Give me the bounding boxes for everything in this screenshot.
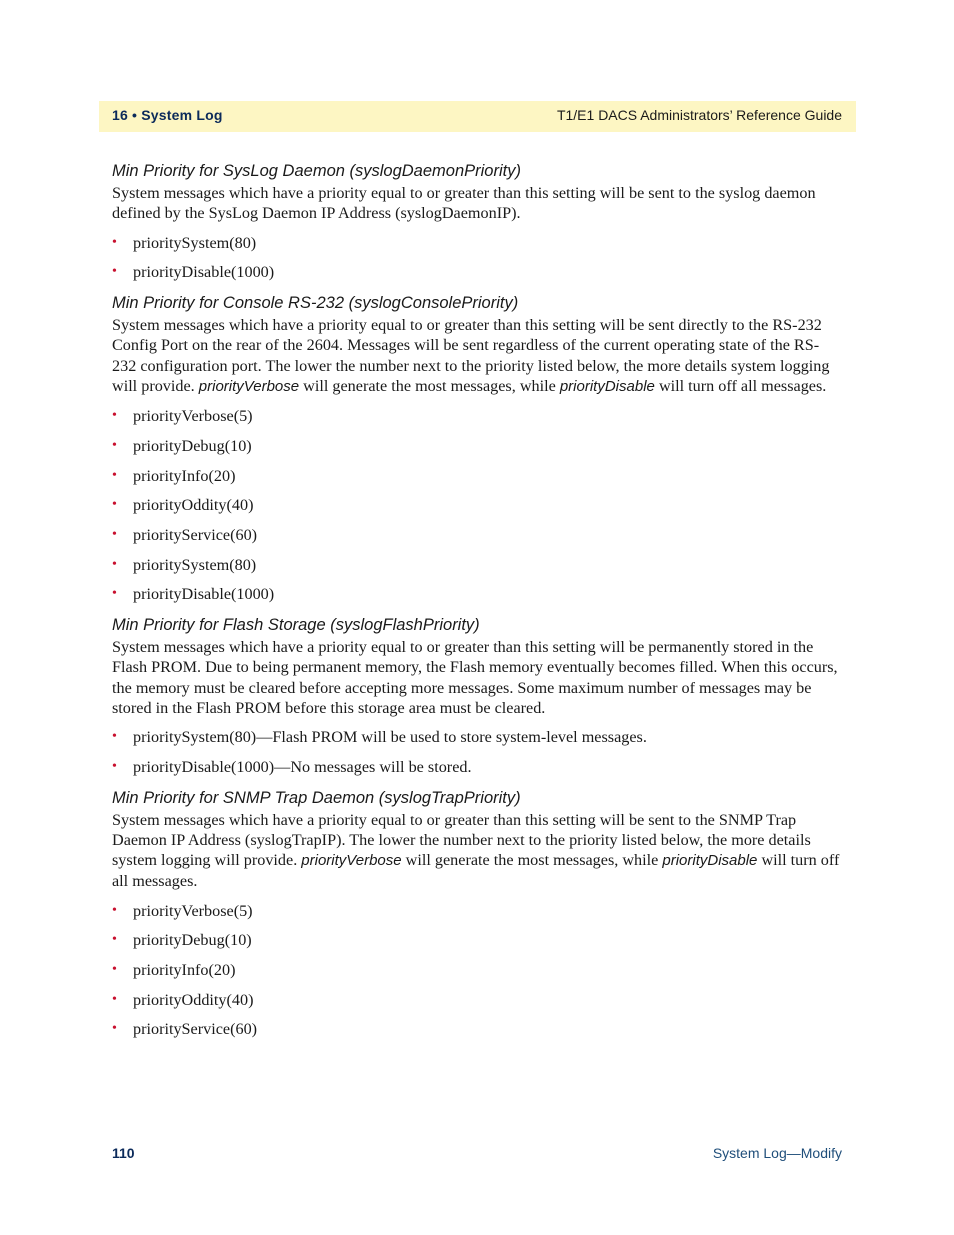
section-heading: Min Priority for SysLog Daemon (syslogDaemonPriority) xyxy=(112,162,521,180)
list-item: • priorityVerbose(5) xyxy=(112,407,253,426)
section-body: System messages which have a priority equal to or greater than this setting will be permanently stored in the Flash PROM. Due to being permanent memory, the Flash memory eventually becomes filled. When this occurs, the memory must be cleared before accepting more messages. Some maximum number of messages may be stored in the Flash PROM before this storage area must be cleared. xyxy=(112,637,838,717)
list-item: • priorityInfo(20) xyxy=(112,961,236,980)
bullet-icon: • xyxy=(112,556,117,572)
section-body: System messages which have a priority equal to or greater than this setting will be sent directly to the RS-232 Config Port on the rear of the 2604. Messages will be sent regardless of the current operating state of the RS-232 configuration port. The lower the number next to the priority listed below, the more details system logging will provide. priorityVerbose will generate the most messages, while priorityDisable will turn off all messages. xyxy=(112,315,830,395)
priority-disable-term: priorityDisable xyxy=(662,852,758,870)
bullet-icon: • xyxy=(112,586,117,602)
bullet-icon: • xyxy=(112,467,117,483)
list-item: • priorityDebug(10) xyxy=(112,436,252,455)
chapter-title: 16 • System Log xyxy=(112,107,223,123)
priority-verbose-term: priorityVerbose xyxy=(198,377,300,395)
bullet-icon: • xyxy=(112,264,117,280)
bullet-icon: • xyxy=(112,962,117,978)
main-content xyxy=(112,160,840,1049)
section-heading: Min Priority for Console RS-232 (syslogConsolePriority) xyxy=(112,293,519,312)
bullet-icon: • xyxy=(112,991,117,1007)
list-item: • priorityDisable(1000) xyxy=(112,263,275,282)
section-console xyxy=(112,292,840,604)
list-item: • priorityDisable(1000)—No messages will be stored. xyxy=(112,757,472,776)
section-snmp-trap xyxy=(112,787,840,1040)
list-item: • prioritySystem(80)—Flash PROM will be used to store system-level messages. xyxy=(112,728,647,747)
page-number: 110 xyxy=(112,1145,135,1161)
section-body: System messages which have a priority equal to or greater than this setting will be sent to the SNMP Trap Daemon IP Address (syslogTrapIP). The lower the number next to the priority listed below, the more details system logging will provide. priorityVerbose will generate the most messages, while priorityDisable will turn off all messages. xyxy=(112,810,840,891)
priority-list xyxy=(112,233,840,283)
bullet-icon: • xyxy=(112,932,117,948)
list-item: • priorityVerbose(5) xyxy=(112,901,253,920)
priority-list xyxy=(112,406,840,604)
list-item: • priorityService(60) xyxy=(112,1020,258,1039)
list-item: • prioritySystem(80) xyxy=(112,233,257,252)
list-item: • priorityDebug(10) xyxy=(112,931,252,950)
bullet-icon: • xyxy=(112,234,117,250)
priority-list xyxy=(112,727,840,777)
bullet-icon: • xyxy=(112,497,117,513)
bullet-icon: • xyxy=(112,1021,117,1037)
list-item: • priorityService(60) xyxy=(112,525,258,544)
section-syslog-daemon xyxy=(112,160,840,282)
bullet-icon: • xyxy=(112,437,117,453)
bullet-icon: • xyxy=(112,758,117,774)
footer-section-title: System Log—Modify xyxy=(712,1145,842,1161)
bullet-icon: • xyxy=(112,729,117,745)
priority-disable-term: priorityDisable xyxy=(559,377,655,395)
bullet-icon: • xyxy=(112,902,117,918)
list-item: • priorityInfo(20) xyxy=(112,466,236,485)
bullet-icon: • xyxy=(112,526,117,542)
priority-list xyxy=(112,901,840,1040)
section-heading: Min Priority for SNMP Trap Daemon (syslogTrapPriority) xyxy=(112,788,521,807)
bullet-icon: • xyxy=(112,408,117,424)
section-heading: Min Priority for Flash Storage (syslogFlashPriority) xyxy=(112,615,480,634)
list-item: • priorityDisable(1000) xyxy=(112,585,275,604)
section-body: System messages which have a priority equal to or greater than this setting will be sent to the syslog daemon defined by the SysLog Daemon IP Address (syslogDaemonIP). xyxy=(112,184,816,223)
section-flash-storage xyxy=(112,614,840,777)
list-item: • prioritySystem(80) xyxy=(112,555,257,574)
priority-verbose-term: priorityVerbose xyxy=(301,852,402,870)
list-item: • priorityOddity(40) xyxy=(112,496,254,515)
guide-title: T1/E1 DACS Administrators’ Reference Guide xyxy=(556,107,842,123)
page-header xyxy=(99,101,856,132)
list-item: • priorityOddity(40) xyxy=(112,990,254,1009)
